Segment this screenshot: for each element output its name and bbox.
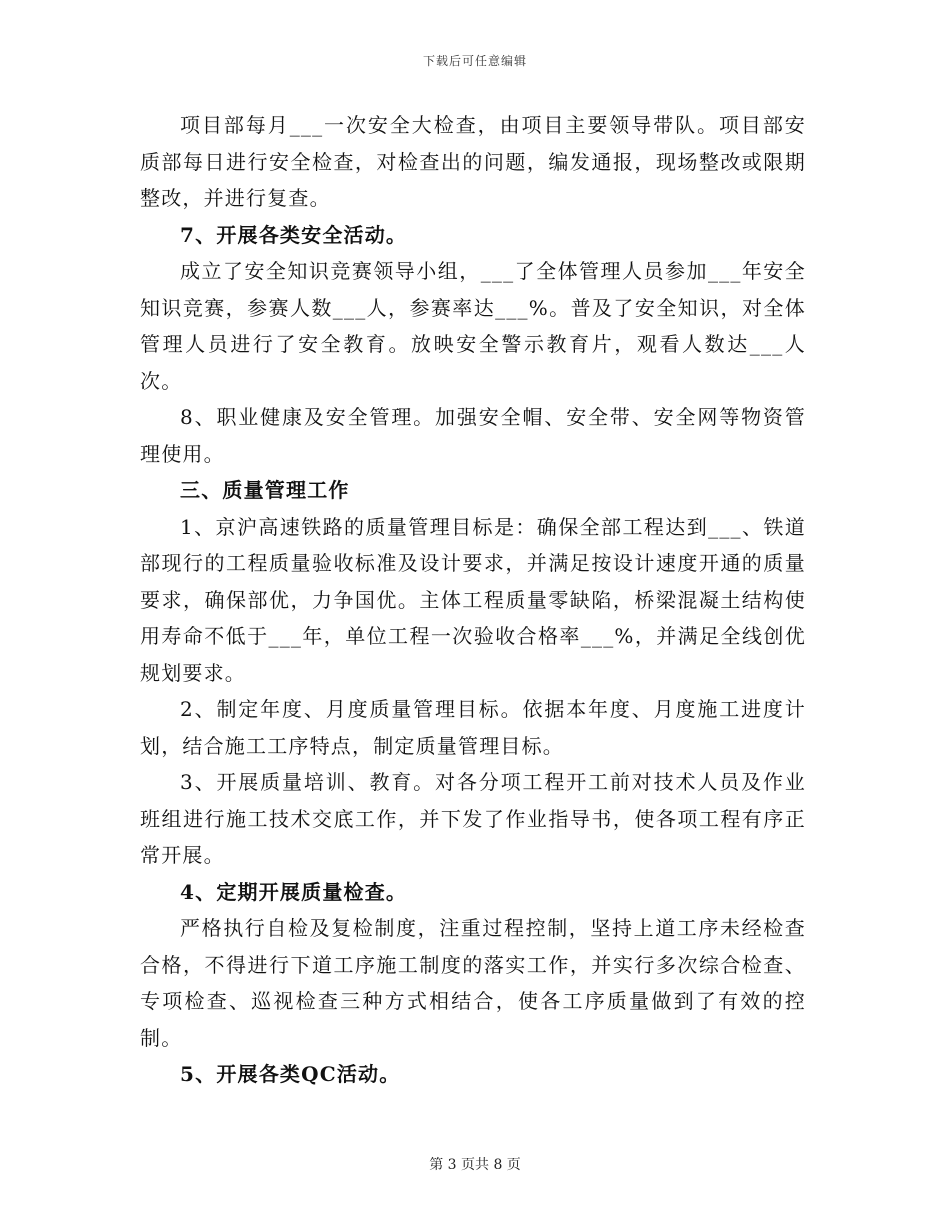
section-heading-quality-inspection: 4、定期开展质量检查。 <box>180 879 408 904</box>
page-header: 下载后可任意编辑 <box>422 54 527 68</box>
paragraph-occupational-health: 8、职业健康及安全管理。加强安全帽、安全带、安全网等物资管理使用。 <box>140 405 806 466</box>
section-heading-quality-management: 三、质量管理工作 <box>180 478 350 502</box>
paragraph-annual-targets: 2、制定年度、月度质量管理目标。依据本年度、月度施工进度计划，结合施工工序特点，制定质量管理目标。 <box>140 697 806 758</box>
section-heading-qc-activities: 5、开展各类QC活动。 <box>180 1062 401 1086</box>
document-body <box>140 107 806 1093</box>
paragraph-monthly-inspection: 项目部每月___一次安全大检查，由项目主要领导带队。项目部安质部每日进行安全检查，对检查出的问题，编发通报，现场整改或限期整改，并进行复查。 <box>140 113 806 210</box>
paragraph-safety-contest: 成立了安全知识竞赛领导小组，___了全体管理人员参加___年安全知识竞赛，参赛人数___人，参赛率达___%。普及了安全知识，对全体管理人员进行了安全教育。放映安全警示教育片，观看人数达___人次。 <box>140 259 806 393</box>
page-number: 第 3 页共 8 页 <box>429 1157 521 1173</box>
paragraph-inspection-process: 严格执行自检及复检制度，注重过程控制，坚持上道工序未经检查合格，不得进行下道工序施工制度的落实工作，并实行多次综合检查、专项检查、巡视检查三种方式相结合，使各工序质量做到了有效的控制。 <box>140 916 806 1050</box>
section-heading-safety-activities: 7、开展各类安全活动。 <box>180 222 408 247</box>
paragraph-quality-goals: 1、京沪高速铁路的质量管理目标是：确保全部工程达到___、铁道部现行的工程质量验收标准及设计要求，并满足按设计速度开通的质量要求，确保部优，力争国优。主体工程质量零缺陷，桥梁混凝土结构使用寿命不低于___年，单位工程一次验收合格率___%，并满足全线创优规划要求。 <box>140 514 806 685</box>
paragraph-quality-training: 3、开展质量培训、教育。对各分项工程开工前对技术人员及作业班组进行施工技术交底工作，并下发了作业指导书，使各项工程有序正常开展。 <box>140 770 806 867</box>
